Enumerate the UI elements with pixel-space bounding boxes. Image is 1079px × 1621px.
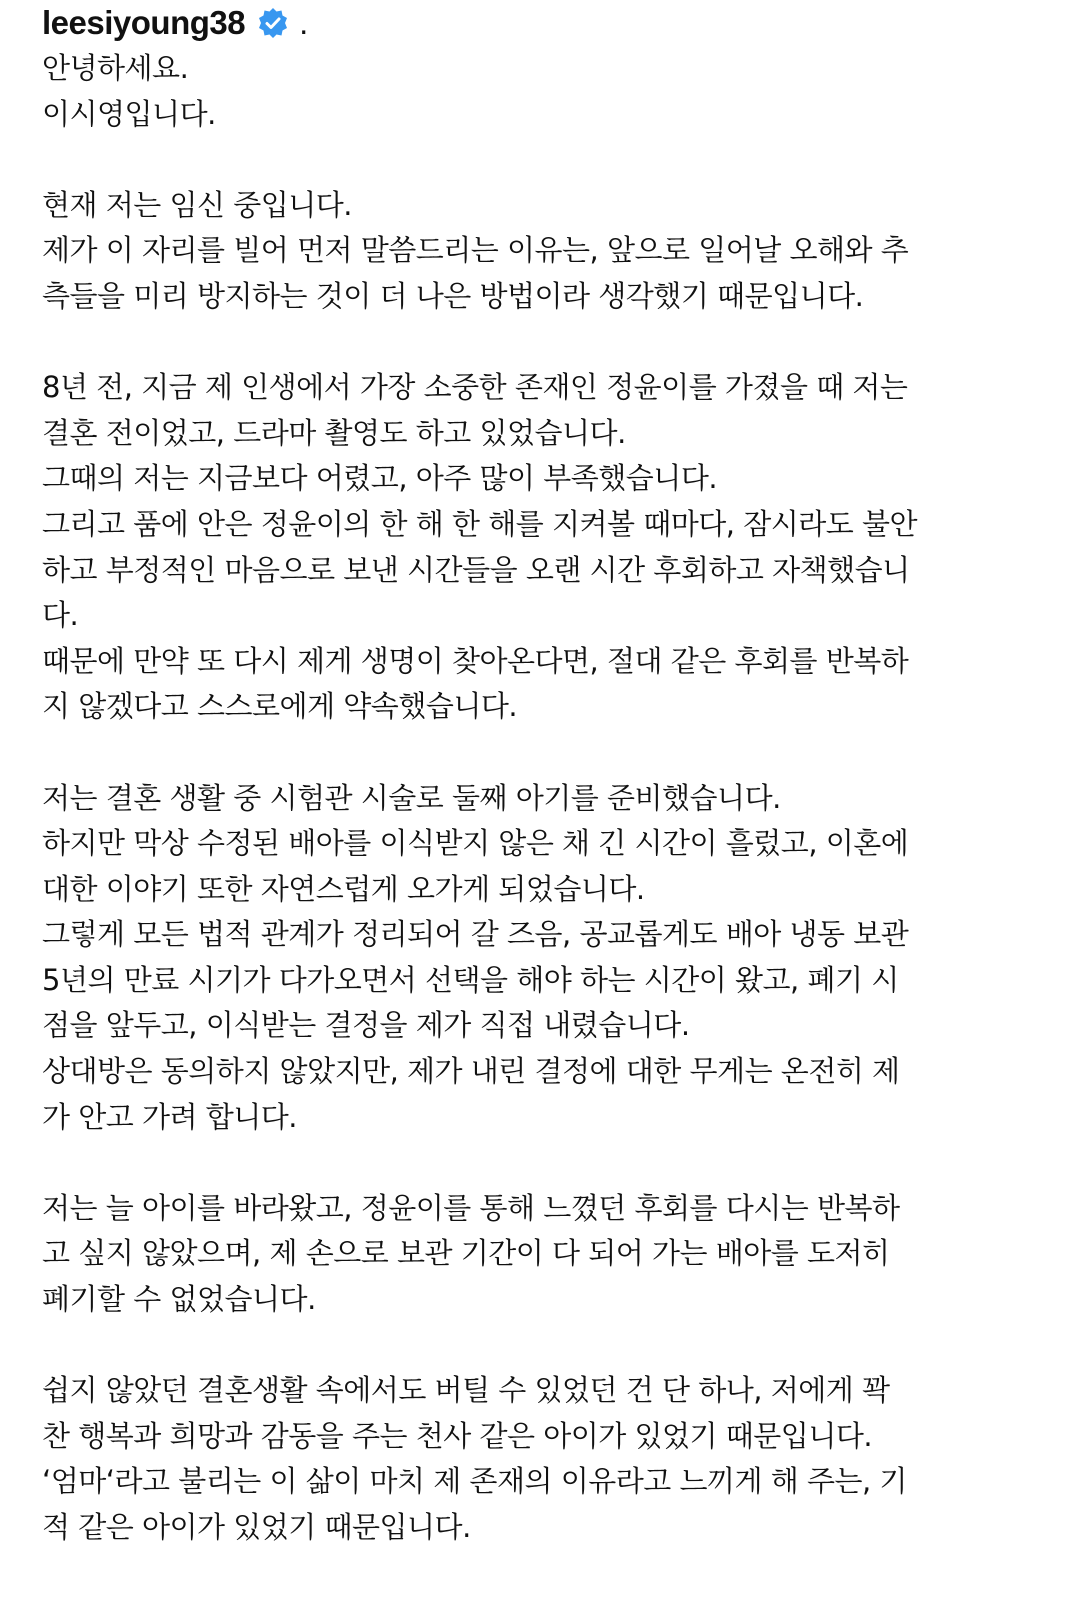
post-text-line: 현재 저는 임신 중입니다. [42, 187, 353, 222]
post-text-line: 지 않겠다고 스스로에게 약속했습니다. [42, 689, 518, 724]
post-text-line: 하고 부정적인 마음으로 보낸 시간들을 오랜 시간 후회하고 자책했습니 [42, 552, 910, 587]
post-text-line: 그렇게 모든 법적 관계가 정리되어 갈 즈음, 공교롭게도 배아 냉동 보관 [42, 917, 909, 952]
post-text-line: 제가 이 자리를 빌어 먼저 말씀드리는 이유는, 앞으로 일어날 오해와 추 [42, 233, 909, 268]
post-text-line: ‘엄마‘라고 불리는 이 삶이 마치 제 존재의 이유라고 느끼게 해 주는, 기 [42, 1464, 907, 1499]
post-text-line: 이시영입니다. [42, 96, 216, 131]
post-text-line: 때문에 만약 또 다시 제게 생명이 찾아온다면, 절대 같은 후회를 반복하 [42, 643, 909, 678]
post [42, 0, 1059, 1551]
username[interactable]: leesiyoung38 [42, 4, 246, 41]
post-body [42, 46, 1059, 1551]
post-text-line: 다. [42, 598, 79, 633]
post-text-line: 점을 앞두고, 이식받는 결정을 제가 직접 내렸습니다. [42, 1008, 690, 1043]
post-text-line: 대한 이야기 또한 자연스럽게 오가게 되었습니다. [42, 871, 645, 906]
trailing-dot: . [299, 4, 308, 41]
verified-badge-icon [257, 7, 289, 39]
post-text-line: 가 안고 가려 합니다. [42, 1099, 297, 1134]
post-text-line: 상대방은 동의하지 않았지만, 제가 내린 결정에 대한 무게는 온전히 제 [42, 1054, 900, 1089]
post-text-line: 그리고 품에 안은 정윤이의 한 해 한 해를 지켜볼 때마다, 잠시라도 불안 [42, 506, 918, 541]
post-text-line: 쉽지 않았던 결혼생활 속에서도 버틸 수 있었던 건 단 하나, 저에게 꽉 [42, 1373, 890, 1408]
post-header [42, 0, 1059, 46]
blank-line [42, 1140, 1059, 1186]
post-text-line: 8년 전, 지금 제 인생에서 가장 소중한 존재인 정윤이를 가졌을 때 저는 [42, 370, 908, 405]
post-text-line: 저는 결혼 생활 중 시험관 시술로 둘째 아기를 준비했습니다. [42, 780, 781, 815]
post-text-line: 적 같은 아이가 있었기 때문입니다. [42, 1510, 471, 1544]
blank-line [42, 320, 1059, 366]
post-text-line: 그때의 저는 지금보다 어렸고, 아주 많이 부족했습니다. [42, 461, 718, 496]
post-text-line: 결혼 전이었고, 드라마 촬영도 하고 있었습니다. [42, 415, 626, 450]
post-text-line: 저는 늘 아이를 바라왔고, 정윤이를 통해 느꼈던 후회를 다시는 반복하 [42, 1190, 900, 1225]
post-text-line: 찬 행복과 희망과 감동을 주는 천사 같은 아이가 있었기 때문입니다. [42, 1418, 873, 1453]
post-text-line: 측들을 미리 방지하는 것이 더 나은 방법이라 생각했기 때문입니다. [42, 278, 864, 313]
post-text-line: 하지만 막상 수정된 배아를 이식받지 않은 채 긴 시간이 흘렀고, 이혼에 [42, 826, 909, 861]
post-text-line: 폐기할 수 없었습니다. [42, 1282, 316, 1317]
post-text-line: 고 싶지 않았으며, 제 손으로 보관 기간이 다 되어 가는 배아를 도저히 [42, 1236, 890, 1271]
post-text-line: 5년의 만료 시기가 다가오면서 선택을 해야 하는 시간이 왔고, 폐기 시 [42, 962, 899, 997]
blank-line [42, 1323, 1059, 1369]
blank-line [42, 137, 1059, 183]
blank-line [42, 730, 1059, 776]
post-text-line: 안녕하세요. [42, 51, 189, 85]
